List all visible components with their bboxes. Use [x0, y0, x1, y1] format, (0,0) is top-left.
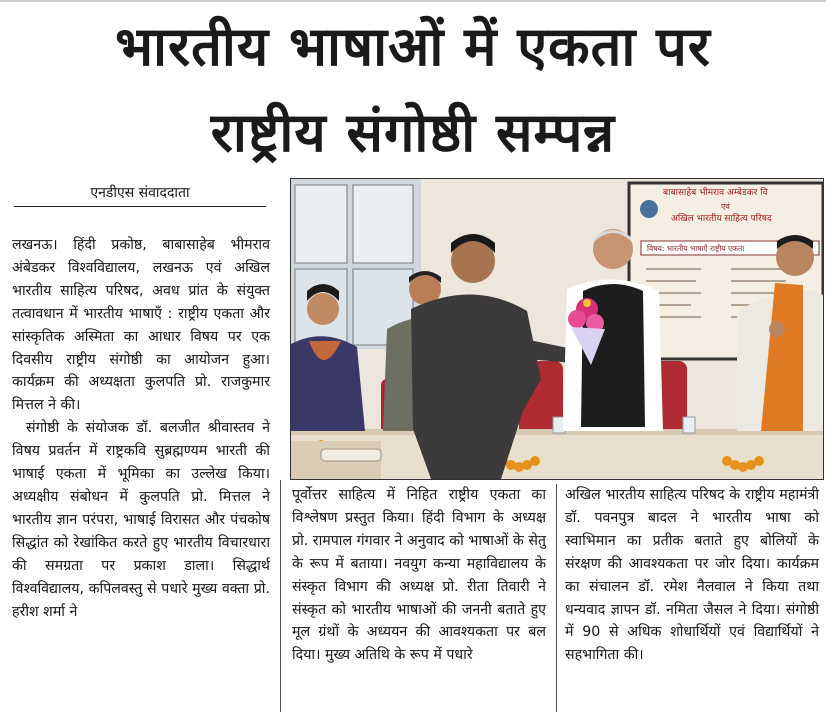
banner-text-1: बाबासाहेब भीमराव अम्बेडकर वि [663, 188, 768, 198]
paragraph-3: पूर्वोत्तर साहित्य में निहित राष्ट्रीय एकता का विश्लेषण प्रस्तुत किया। हिंदी विभाग के अध्यक्ष प्रो. रामपाल गंगवार ने अनुवाद को भाषाओं के सेतु के रूप में बताया। नवयुग कन्या महाविद्यालय के संस्कृत विभाग की अध्यक्ष प्रो. रीता तिवारी ने संस्कृत को भारतीय भाषाओं की जननी बताते हुए मूल ग्रंथों के अध्ययन की आवश्यकता पर बल दिया। मुख्य अतिथि के रूप में पधारे [292, 487, 546, 664]
column-divider-1 [280, 480, 281, 712]
paragraph-4: अखिल भारतीय साहित्य परिषद के राष्ट्रीय महामंत्री डॉ. पवनपुत्र बादल ने भारतीय भाषा को स्वाभिमान का प्रतीक बताते हुए बोलियों के संरक्षण की आवश्यकता पर जोर दिया। कार्यक्रम का संचालन डॉ. रमेश नैलवाल ने किया तथा धन्यवाद ज्ञापन डॉ. नमिता जैसल ने दिया। संगोष्ठी में 90 से अधिक शोधार्थियों एवं विद्यार्थियों ने सहभागिता की। [565, 487, 819, 664]
banner-text-2: एवं [721, 202, 730, 211]
byline: एनडीएस संवाददाता [14, 184, 266, 207]
column-divider-2 [556, 484, 557, 712]
article-column-3 [565, 484, 819, 667]
banner-text-4: विषय: भारतीय भाषाएँ राष्ट्रीय एकता [647, 244, 745, 253]
article-column-1 [12, 234, 270, 623]
article-column-2 [292, 484, 546, 667]
banner-text-3: अखिल भारतीय साहित्य परिषद [671, 214, 772, 224]
paragraph-1: लखनऊ। हिंदी प्रकोष्ठ, बाबासाहेब भीमराव अंबेडकर विश्वविद्यालय, लखनऊ एवं अखिल भारतीय साहित्य परिषद, अवध प्रांत के संयुक्त तत्वावधान में भारतीय भाषाएँ : राष्ट्रीय एकता और सांस्कृतिक अस्मिता का आधार विषय पर एक दिवसीय राष्ट्रीय संगोष्ठी का आयोजन हुआ। कार्यक्रम की अध्यक्षता कुलपति प्रो. राजकुमार मित्तल ने की। [12, 237, 270, 414]
headline-line-1: भारतीय भाषाओं में एकता पर [115, 15, 711, 78]
event-photo [290, 178, 824, 480]
headline-line-2: राष्ट्रीय संगोष्ठी सम्पन्न [210, 101, 616, 164]
paragraph-2: संगोष्ठी के संयोजक डॉ. बलजीत श्रीवास्तव ने विषय प्रवर्तन में राष्ट्रकवि सुब्रह्मण्यम भारती की भाषाई एकता में भूमिका का उल्लेख किया। अध्यक्षीय संबोधन में कुलपति प्रो. मित्तल ने भारतीय ज्ञान परंपरा, भाषाई विरासत और पंचकोष सिद्धांत को रेखांकित करते हुए भारतीय विचारधारा की समग्रता पर प्रकाश डाला। सिद्धार्थ विश्वविद्यालय, कपिलवस्तु से पधारे मुख्य वक्ता प्रो. हरीश शर्मा ने [12, 420, 270, 620]
